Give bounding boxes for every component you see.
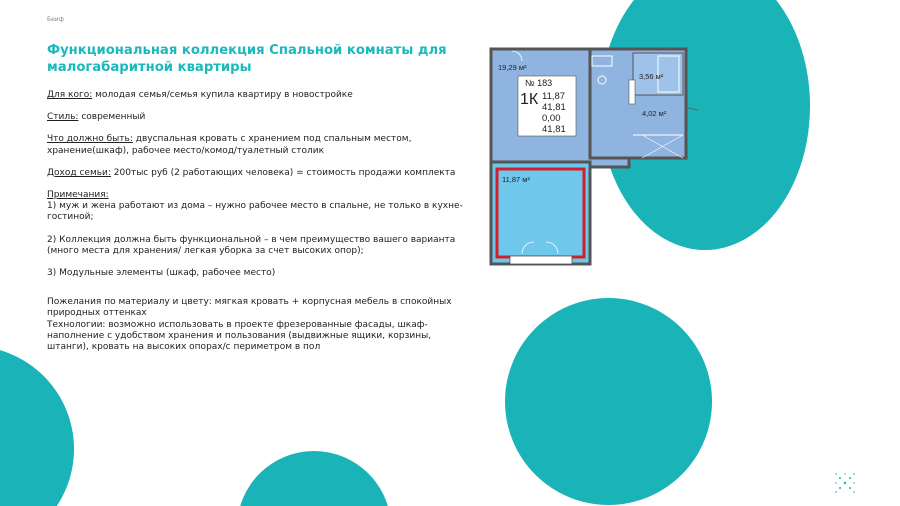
must-have [47,134,467,156]
decor-circle-bottom-middle [237,451,391,506]
area-bedroom: 11,87 м² [502,175,530,184]
plan-value-3: 0,00 [542,113,561,124]
brand-label: Беиф [47,16,64,23]
brief-text [47,90,467,353]
entrance-door-arc [686,108,698,136]
notes-label: Примечания: [47,190,109,201]
for-whom [47,90,467,101]
plan-value-1: 11,87 [542,91,566,102]
income-label: Доход семьи: [47,167,111,178]
decor-circle-bottom-left [0,346,74,506]
income-text: 200тыс руб (2 работающих человека) = стоимость продажи комплекта [110,167,456,178]
floor-plan-drawing [482,42,698,272]
wishes: Пожелания по материалу и цвету: мягкая кровать + корпусная мебель в спокойных природных оттенках [47,297,452,319]
technologies: Технологии: возможно использовать в проекте фрезерованные фасады, шкаф-наполнение с удобством хранения и пользования (выдвижные ящики, корзины, штанги), кровать на высоких опорах/с периметром в пол [47,319,432,353]
must-text: двуспальная кровать с хранением под спальным местом, хранение(шкаф), рабочее место/комод/туалетный столик [47,134,412,156]
style [47,112,467,123]
note-3: 3) Модульные элементы (шкаф, рабочее место) [47,268,276,279]
plan-value-2: 41,81 [542,102,566,113]
must-label: Что должно быть: [47,134,133,145]
plan-type: 1К [520,91,539,108]
for-whom-label: Для кого: [47,90,93,100]
style-text: современный [78,112,146,123]
page-title: Функциональная коллекция Спальной комнаты для малогабаритной квартиры [47,43,447,75]
note-2: 2) Коллекция должна быть функциональной – в чем преимущество вашего варианта (много места для хранения/ легкая уборка за счет высоких опор); [47,234,456,256]
style-label: Стиль: [47,112,79,123]
area-bath: 3,56 м² [639,72,664,81]
company-logo-icon [834,472,856,494]
bedroom-window [510,256,572,264]
plan-number: № 183 [525,78,553,88]
for-whom-text: молодая семья/семья купила квартиру в новостройке [92,90,353,100]
area-living: 19,29 м² [498,63,527,72]
notes [47,190,467,279]
floor-plan [482,42,698,272]
area-hall: 4,02 м² [642,109,667,118]
plan-value-4: 41,81 [542,124,566,135]
decor-circle-bottom-center [505,298,712,505]
note-1: 1) муж и жена работают из дома – нужно рабочее место в спальне, не только в кухне-гостиной; [47,201,463,223]
income [47,168,467,179]
wall-niche [629,80,635,104]
